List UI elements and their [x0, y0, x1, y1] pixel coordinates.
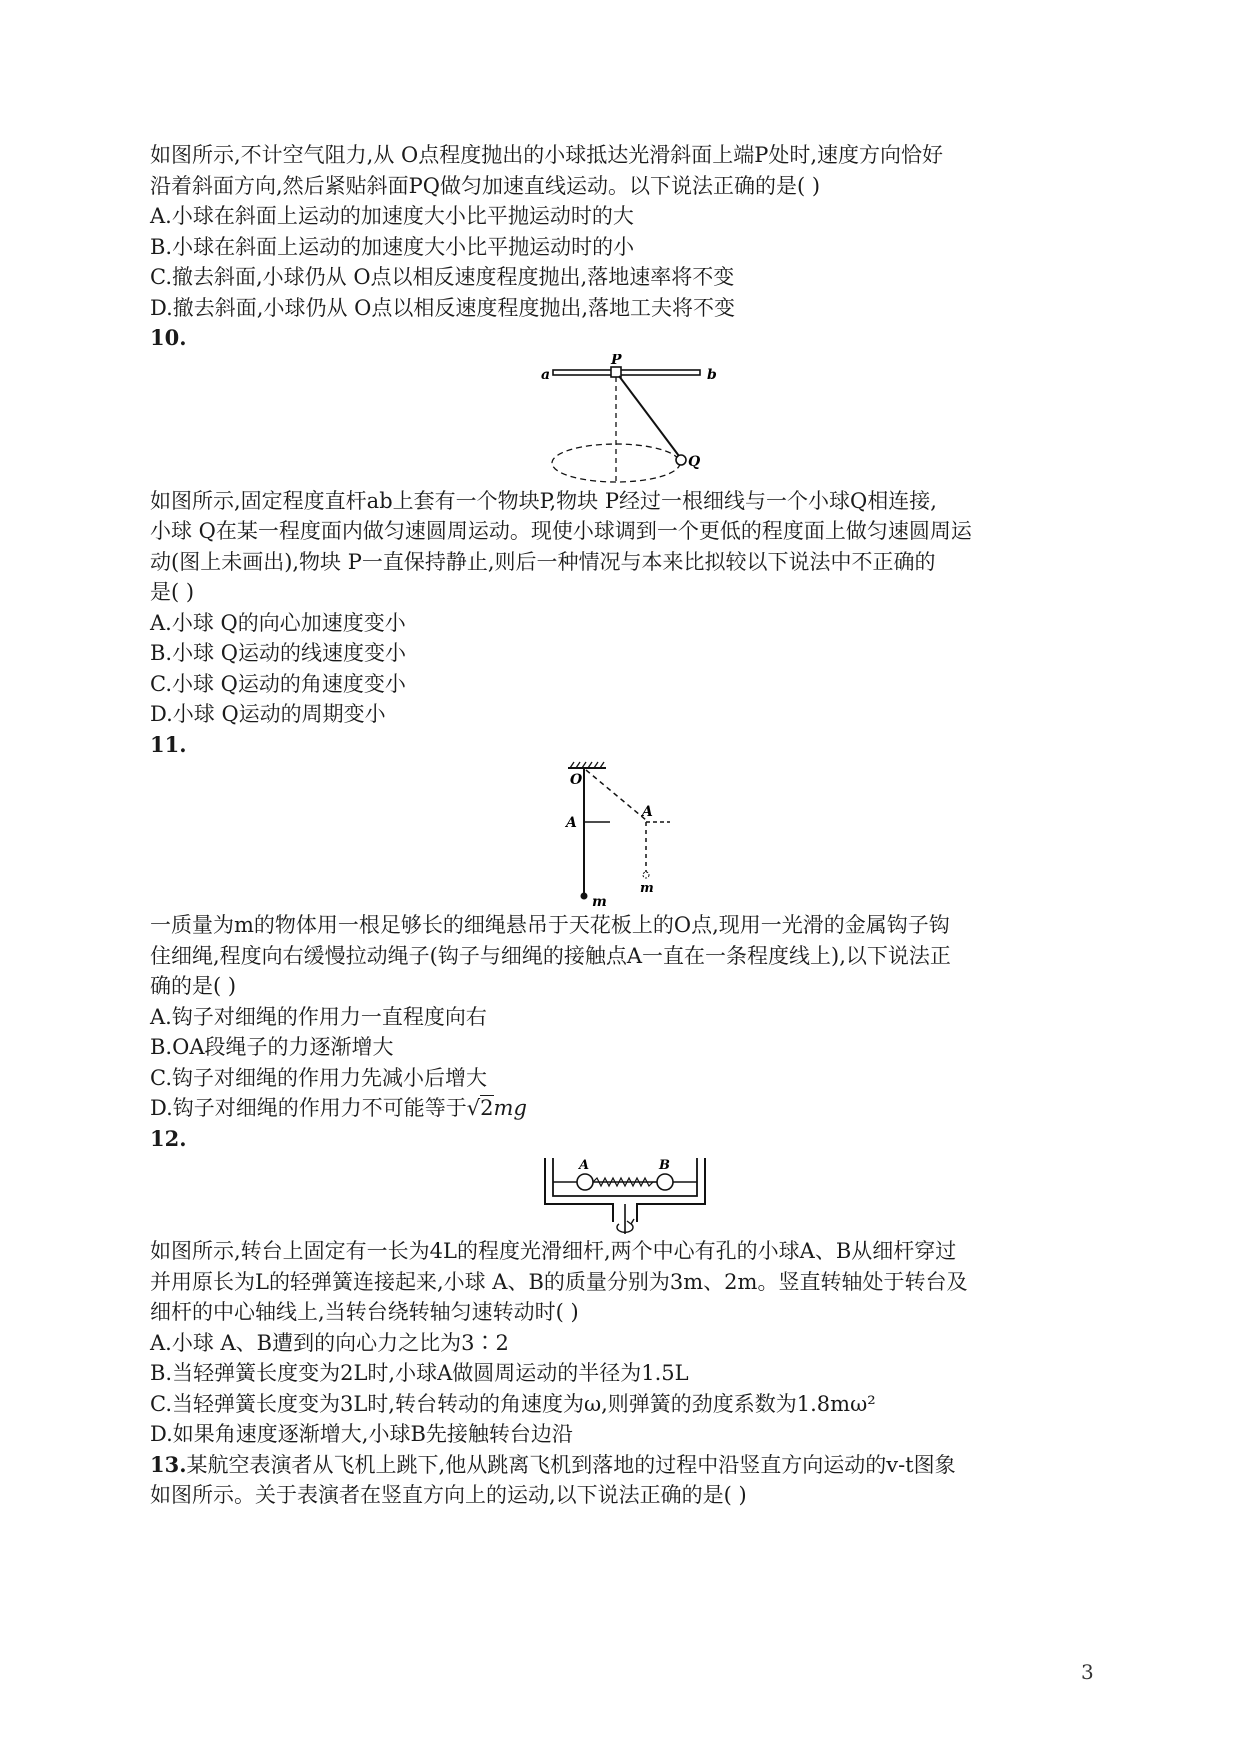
q12-option-d: D.如果角速度逐渐增大,小球B先接触转台边沿 — [150, 1422, 573, 1446]
q11-option-c: C.钩子对细绳的作用力先减小后增大 — [150, 1065, 487, 1090]
q9-option-d: D.撤去斜面,小球仍从 O点以相反速度程度抛出,落地工夫将不变 — [150, 295, 736, 320]
q10-option-c: C.小球 Q运动的角速度变小 — [150, 671, 406, 696]
question-12 — [150, 1124, 1100, 1450]
q11-number: 11. — [150, 731, 187, 757]
q12-option-c: C.当轻弹簧长度变为3L时,转台转动的角速度为ω,则弹簧的劲度系数为1.8mω² — [150, 1391, 876, 1416]
q12-label-b: B — [659, 1158, 670, 1173]
q9-option-b: B.小球在斜面上运动的加速度大小比平抛运动时的小 — [150, 234, 635, 259]
q12-ball-a — [577, 1174, 593, 1190]
q10-label-q: Q — [688, 453, 701, 470]
q10-line-4: 是( ) — [150, 580, 195, 604]
q11-rope-dashed — [586, 770, 646, 820]
q9-option-c: C.撤去斜面,小球仍从 O点以相反速度程度抛出,落地速率将不变 — [150, 265, 735, 289]
q11-option-b: B.OA段绳子的力逐渐增大 — [150, 1035, 394, 1059]
q10-rod — [553, 370, 700, 375]
question-13 — [150, 1450, 1100, 1511]
q11-line-1: 一质量为m的物体用一根足够长的细绳悬吊于天花板上的O点,现用一光滑的金属钩子钩 — [150, 913, 950, 937]
q11-line-2: 住细绳,程度向右缓慢拉动绳子(钩子与细绳的接触点A一直在一条程度线上),以下说法正 — [150, 943, 951, 968]
q12-ball-b — [657, 1174, 673, 1190]
q12-turntable-inner — [553, 1158, 697, 1196]
question-11 — [150, 730, 1100, 1124]
sqrt-sign: √ — [466, 1096, 481, 1120]
page-number: 3 — [1081, 1660, 1094, 1684]
q11-label-m-dashed: m — [640, 881, 654, 896]
q12-figure — [535, 1154, 715, 1236]
q11-label-a-left: A — [566, 815, 577, 831]
q11-mass-solid — [581, 893, 588, 900]
q13-line-2: 如图所示。关于表演者在竖直方向上的运动,以下说法正确的是( ) — [150, 1483, 747, 1507]
q10-label-a: a — [541, 366, 551, 383]
q11-mass-dashed — [643, 872, 649, 878]
q11-option-d-prefix: D.钩子对细绳的作用力不可能等于 — [150, 1096, 467, 1120]
page-content — [150, 140, 1100, 1511]
q11-option-d-suffix: mg — [493, 1096, 527, 1120]
q11-label-o: O — [570, 772, 583, 788]
q10-line-3: 动(图上未画出),物块 P一直保持静止,则后一种情况与本来比拟较以下说法中不正确的 — [150, 549, 936, 574]
q10-label-p: P — [611, 353, 622, 368]
q12-line-2: 并用原长为L的轻弹簧连接起来,小球 A、B的质量分别为3m、2m。竖直转轴处于转台及 — [150, 1269, 968, 1294]
q11-label-m: m — [592, 894, 607, 910]
q9-option-a: A.小球在斜面上运动的加速度大小比平抛运动时的大 — [150, 204, 634, 228]
q12-line-3: 细杆的中心轴线上,当转台绕转轴匀速转动时( ) — [150, 1300, 579, 1324]
q12-number: 12. — [150, 1125, 187, 1151]
q13-text-1: 某航空表演者从飞机上跳下,他从跳离飞机到落地的过程中沿竖直方向运动的v-t图象 — [186, 1452, 956, 1477]
q10-line-1: 如图所示,固定程度直杆ab上套有一个物块P,物块 P经过一根细线与一个小球Q相连接, — [150, 488, 937, 513]
q11-option-d-radicand: 2 — [480, 1096, 494, 1120]
q10-number: 10. — [150, 325, 187, 350]
q9-line-2: 沿着斜面方向,然后紧贴斜面PQ做匀加速直线运动。以下说法正确的是( ) — [150, 173, 821, 198]
q12-line-1: 如图所示,转台上固定有一长为4L的程度光滑细杆,两个中心有孔的小球A、B从细杆穿过 — [150, 1239, 957, 1263]
q10-figure — [525, 354, 725, 486]
q10-ball-q — [676, 455, 686, 465]
q13-line-1 — [150, 1450, 1100, 1481]
q10-option-a: A.小球 Q的向心加速度变小 — [150, 610, 406, 635]
question-9 — [150, 140, 1100, 323]
q12-label-a: A — [579, 1158, 590, 1173]
q10-block-p — [611, 367, 621, 377]
q10-line-2: 小球 Q在某一程度面内做匀速圆周运动。现使小球调到一个更低的程度面上做匀速圆周运 — [150, 519, 972, 543]
q10-label-b: b — [707, 366, 717, 383]
q10-option-b: B.小球 Q运动的线速度变小 — [150, 641, 406, 665]
q11-label-a-right: A — [642, 804, 653, 820]
q10-option-d: D.小球 Q运动的周期变小 — [150, 702, 386, 726]
q12-rotation-arrowhead — [627, 1219, 634, 1224]
q11-option-a: A.钩子对细绳的作用力一直程度向右 — [150, 1004, 487, 1029]
q12-option-a: A.小球 A、B遭到的向心力之比为3∶2 — [150, 1330, 509, 1355]
question-10 — [150, 323, 1100, 730]
q11-figure — [550, 760, 700, 910]
q11-line-3: 确的是( ) — [150, 974, 237, 998]
q13-number: 13. — [150, 1451, 187, 1477]
q12-option-b: B.当轻弹簧长度变为2L时,小球A做圆周运动的半径为1.5L — [150, 1361, 689, 1385]
q11-option-d — [150, 1093, 1100, 1124]
q9-line-1: 如图所示,不计空气阻力,从 O点程度抛出的小球抵达光滑斜面上端P处时,速度方向恰好 — [150, 143, 944, 167]
